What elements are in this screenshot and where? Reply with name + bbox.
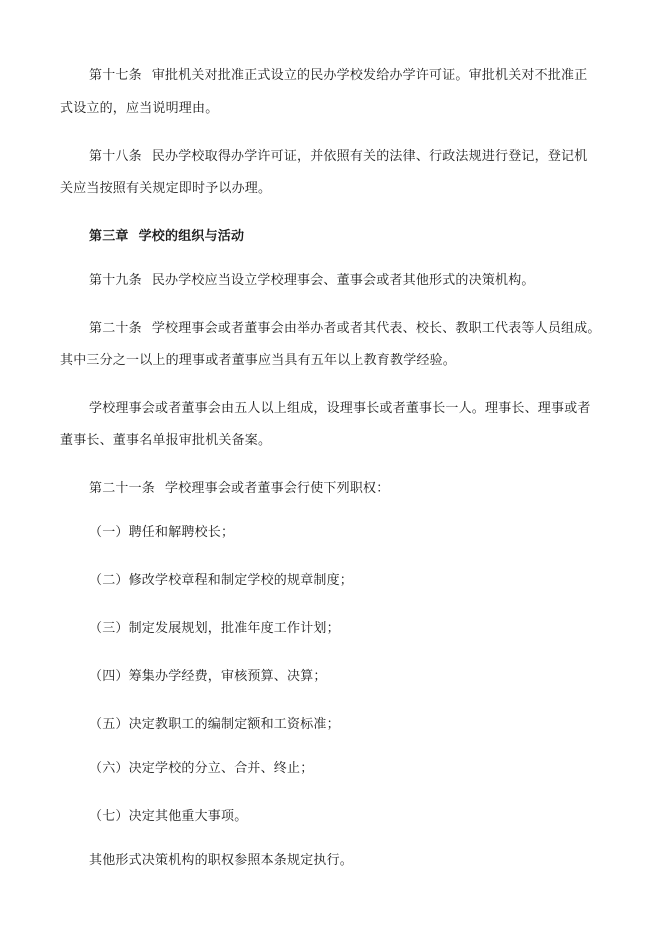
article-21-closing: 其他形式决策机构的职权参照本条规定执行。: [89, 853, 354, 868]
article-17-line-1: [89, 68, 645, 84]
article-21-item: （三）制定发展规划，批准年度工作计划；: [89, 621, 340, 636]
article-20-p2-line-2: 董事长、董事名单报审批机关备案。: [60, 433, 272, 448]
article-20-line-1: [89, 321, 645, 337]
article-17-label: 第十七条: [89, 68, 142, 83]
chapter-3-title: 学校的组织与活动: [138, 229, 245, 244]
article-20-p2-line-1: 学校理事会或者董事会由五人以上组成，设理事长或者董事长一人。理事长、理事或者: [89, 401, 591, 416]
article-20-label: 第二十条: [89, 321, 142, 336]
article-18-label: 第十八条: [89, 149, 142, 164]
article-21-item: （五）决定教职工的编制定额和工资标准；: [89, 717, 340, 732]
article-19-text-1: 民办学校应当设立学校理事会、董事会或者其他形式的决策机构。: [151, 273, 535, 288]
article-17-text-1: 审批机关对批准正式设立的民办学校发给办学许可证。审批机关对不批准正: [151, 68, 588, 83]
article-18-text-1: 民办学校取得办学许可证，并依照有关的法律、行政法规进行登记，登记机: [151, 149, 588, 164]
article-21-item: （七）决定其他重大事项。: [89, 809, 248, 824]
article-21-line-1: [89, 481, 645, 497]
article-21-item: （六）决定学校的分立、合并、终止；: [89, 761, 314, 776]
article-19-label: 第十九条: [89, 273, 142, 288]
article-21-item: （二）修改学校章程和制定学校的规章制度；: [89, 573, 354, 588]
chapter-3-label: 第三章: [89, 229, 129, 244]
article-18-line-1: [89, 149, 645, 165]
article-18-line-2: 关应当按照有关规定即时予以办理。: [60, 181, 272, 196]
article-19-line-1: [89, 273, 645, 289]
article-20-text-1: 学校理事会或者董事会由举办者或者其代表、校长、教职工代表等人员组成。: [151, 321, 601, 336]
article-20-line-2: 其中三分之一以上的理事或者董事应当具有五年以上教育教学经验。: [60, 353, 457, 368]
article-21-item: （一）聘任和解聘校长；: [89, 525, 235, 540]
chapter-3-heading: [89, 229, 645, 245]
article-21-item: （四）筹集办学经费，审核预算、决算；: [89, 669, 327, 684]
article-17-line-2: 式设立的，应当说明理由。: [60, 101, 219, 116]
article-21-label: 第二十一条: [89, 481, 156, 496]
article-21-text-1: 学校理事会或者董事会行使下列职权：: [165, 481, 390, 496]
